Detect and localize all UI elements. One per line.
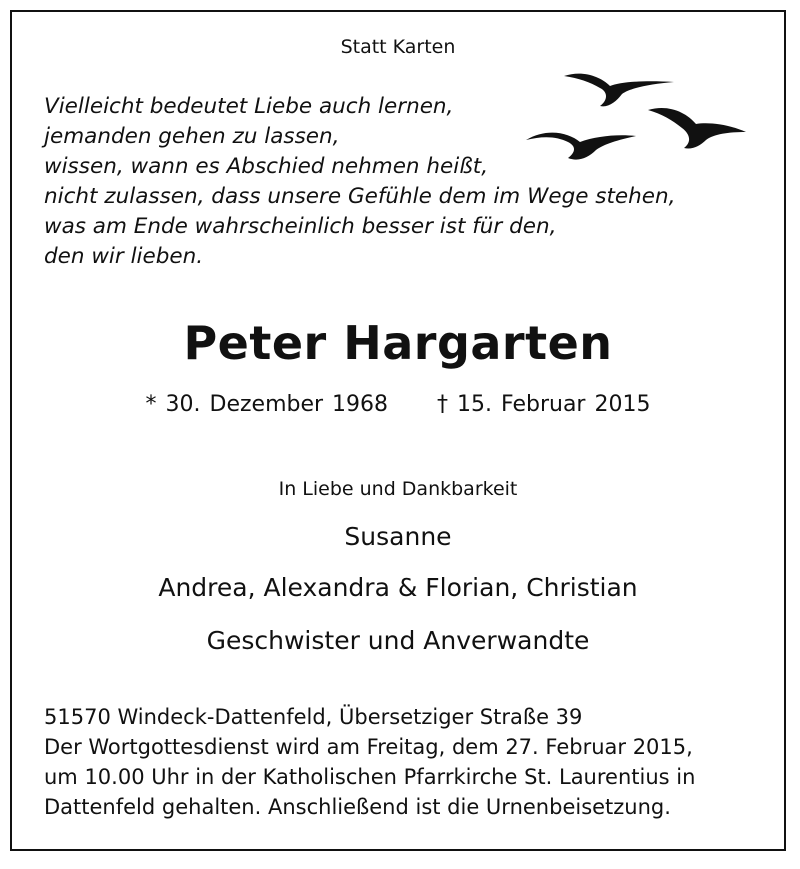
mourners-intro: In Liebe und Dankbarkeit <box>278 478 518 500</box>
poem-line: den wir lieben. <box>44 244 204 269</box>
service-line: um 10.00 Uhr in der Katholischen Pfarrkirche St. Laurentius in <box>44 765 696 789</box>
address: 51570 Windeck-Dattenfeld, Übersetziger Straße 39 <box>44 705 583 729</box>
bird-icon <box>648 108 746 149</box>
mourner-line: Andrea, Alexandra & Florian, Christian <box>158 573 638 602</box>
flying-birds-icon <box>524 62 774 172</box>
obituary-frame <box>10 10 786 851</box>
life-dates <box>12 392 784 417</box>
poem-line: nicht zulassen, dass unsere Gefühle dem im Wege stehen, <box>44 184 676 209</box>
bird-icon <box>526 133 636 160</box>
service-line: Dattenfeld gehalten. Anschließend ist die Urnenbeisetzung. <box>44 795 671 819</box>
birth-date: * 30. Dezember 1968 <box>145 392 389 417</box>
bird-icon <box>564 74 674 107</box>
service-info <box>44 702 695 822</box>
service-line: Der Wortgottesdienst wird am Freitag, dem 27. Februar 2015, <box>44 735 693 759</box>
poem-line: Vielleicht bedeutet Liebe auch lernen, <box>44 94 454 119</box>
deceased-name: Peter Hargarten <box>183 316 613 370</box>
poem-line: jemanden gehen zu lassen, <box>44 124 340 149</box>
mourner-line: Susanne <box>344 522 452 551</box>
statt-karten-heading: Statt Karten <box>340 36 456 58</box>
mourner-line: Geschwister und Anverwandte <box>206 626 590 655</box>
poem-line: was am Ende wahrscheinlich besser ist für den, <box>44 214 557 239</box>
poem-line: wissen, wann es Abschied nehmen heißt, <box>44 154 489 179</box>
death-date: † 15. Februar 2015 <box>437 392 651 417</box>
